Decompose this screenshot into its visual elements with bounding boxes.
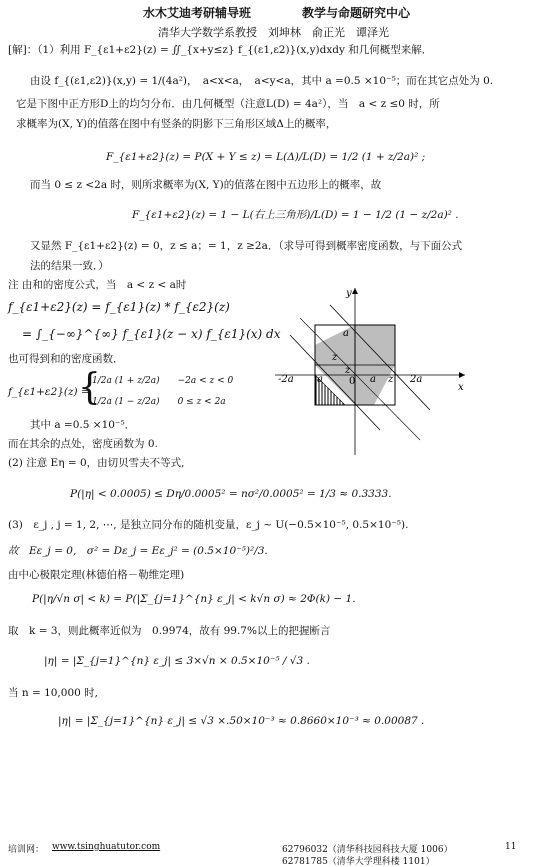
equation: |η| = |Σ_{j=1}^{n} ε_j| ≤ 3×√n × 0.5×10⁻⁵ / √3 . bbox=[44, 655, 310, 667]
pdf-case-1: 1/2a (1 + z/2a) −2a < z < 0 bbox=[92, 376, 234, 386]
label-a-top: a bbox=[343, 328, 349, 339]
pdf-brace: { bbox=[78, 367, 101, 408]
text-line: 法的结果一致．） bbox=[30, 260, 109, 272]
footer-site-link[interactable]: www.tsinghuatutor.com bbox=[52, 842, 161, 852]
convolution-formula: f_{ε1+ε2}(z) = f_{ε1}(z) * f_{ε2}(z) bbox=[8, 300, 230, 314]
equation: |η| = |Σ_{j=1}^{n} ε_j| ≤ √3 ×.50×10⁻³ ≈ 0.8660×10⁻³ ≈ 0.00087 . bbox=[58, 715, 425, 727]
text-line: 而在其余的点处，密度函数为 0. bbox=[8, 438, 158, 450]
text-line: 它是下图中正方形D上的均匀分布．由几何概型（注意L(D) = 4a²），当 a < z ≤0 时，所 bbox=[16, 98, 440, 110]
equation: 故 Eε_j = 0, σ² = Dε_j = Eε_j² = (0.5×10⁻⁵)²/3. bbox=[8, 545, 268, 557]
note-line: 注 由和的密度公式，当 a < z < a时 bbox=[8, 279, 187, 291]
label-z-right: z bbox=[388, 374, 394, 385]
page-number: 11 bbox=[505, 842, 517, 852]
pdf-lhs: f_{ε1+ε2}(z) = bbox=[8, 386, 90, 398]
solution-intro: [解]：（1）利用 F_{ε1+ε2}(z) = ∬_{x+y≤z} f_{(ε1,ε2)}(x,y)dxdy 和几何概型来解． bbox=[8, 44, 433, 56]
label-a-right: a bbox=[370, 374, 376, 385]
header-right: 教学与命题研究中心 bbox=[302, 6, 411, 20]
footer-phone-2: 62781785（清华大学理科楼 1101） bbox=[282, 857, 435, 867]
equation: P(|η/√n σ| < k) = P(|Σ_{j=1}^{n} ε_j| < k√n σ) ≈ 2Φ(k) − 1. bbox=[32, 593, 356, 605]
square-region-diagram bbox=[270, 280, 470, 460]
equation: P(|η| < 0.0005) ≤ Dη/0.0005² = nσ²/0.0005² = 1/3 ≈ 0.3333. bbox=[70, 488, 392, 500]
label-a-left: a bbox=[317, 374, 323, 385]
footer-site-label: 培训网： bbox=[8, 845, 45, 855]
text-line: 由设 f_{(ε1,ε2)}(x,y) = 1/(4a²)， a<x<a， a<y<a，其中 a =0.5 ×10⁻⁵；而在其它点处为 0. bbox=[30, 75, 494, 87]
text-line: 而当 0 ≤ z <2a 时，则所求概率为(X, Y)的值落在图中五边形上的概率，故 bbox=[30, 179, 382, 191]
text-line: 又显然 F_{ε1+ε2}(z) = 0，z ≤ a；= 1，z ≥2a．（求导可得到概率密度函数，与下面公式 bbox=[30, 240, 463, 252]
text-line: 也可得到和的密度函数． bbox=[8, 353, 124, 365]
text-line: 其中 a =0.5 ×10⁻⁵． bbox=[30, 419, 136, 431]
text-line: 由中心极限定理(林德伯格－勒维定理) bbox=[8, 569, 185, 581]
header-authors: 清华大学数学系教授 刘坤林 俞正光 谭泽光 bbox=[158, 26, 389, 39]
label-neg2a: -2a bbox=[278, 374, 294, 385]
label-2a: 2a bbox=[410, 374, 423, 385]
label-0: 0 bbox=[349, 376, 356, 387]
header-left: 水木艾迪考研辅导班 bbox=[143, 6, 252, 20]
label-z-mid: z bbox=[345, 365, 351, 376]
pdf-case-2: 1/2a (1 − z/2a) 0 ≤ z < 2a bbox=[92, 397, 226, 407]
text-line: 取 k = 3，则此概率近似为 0.9974，故有 99.7%以上的把握断言 bbox=[8, 625, 331, 637]
equation: F_{ε1+ε2}(z) = 1 − L(右上三角形)/L(D) = 1 − 1/2 (1 − z/2a)² . bbox=[132, 209, 459, 221]
equation: F_{ε1+ε2}(z) = P(X + Y ≤ z) = L(Δ)/L(D) = 1/2 (1 + z/2a)² ; bbox=[106, 151, 426, 163]
text-line: 求概率为(X, Y)的值落在图中有竖条的阴影下三角形区域Δ上的概率， bbox=[16, 118, 337, 130]
label-z-left: z bbox=[332, 352, 338, 363]
text-line: (2) 注意 Eη = 0，由切贝雪夫不等式, bbox=[8, 457, 185, 469]
label-x: x bbox=[458, 382, 464, 393]
text-line: (3) ε_j , j = 1, 2, ⋯, 是独立同分布的随机变量，ε_j ~ U(−0.5×10⁻⁵, 0.5×10⁻⁵). bbox=[8, 519, 409, 531]
footer-phone-1: 62796032（清华科技园科技大厦 1006） bbox=[282, 845, 453, 855]
text-line: 当 n = 10,000 时, bbox=[8, 687, 98, 699]
convolution-integral: = ∫_{−∞}^{∞} f_{ε1}(z − x) f_{ε1}(x) dx bbox=[22, 327, 281, 341]
label-y: y bbox=[346, 288, 352, 299]
